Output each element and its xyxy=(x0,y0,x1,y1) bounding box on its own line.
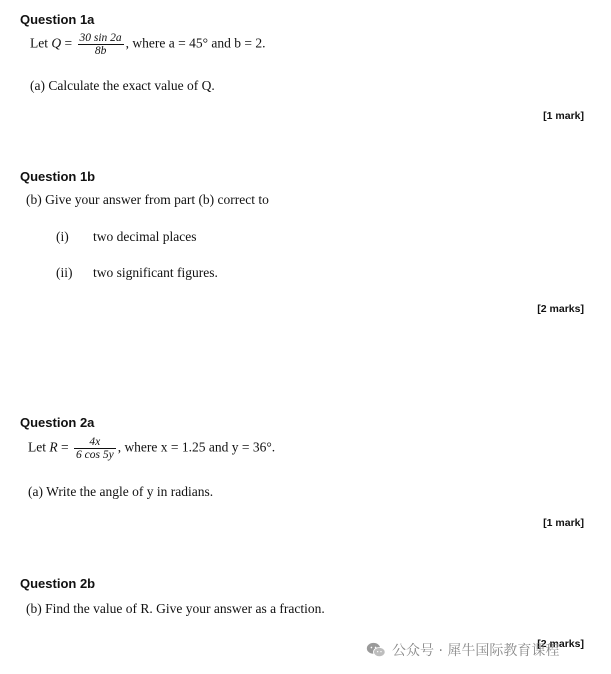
question-2a-part-a: (a) Write the angle of y in radians. xyxy=(28,484,214,499)
question-2b-part-b: (b) Find the value of R. Give your answer as a fraction. xyxy=(26,601,325,616)
fraction-numerator: 4x xyxy=(74,436,116,449)
let-label: Let xyxy=(28,439,50,455)
fraction-denominator: 6 cos 5y xyxy=(76,449,114,462)
sub-part-ii-label: (ii) xyxy=(56,265,73,280)
question-2b-title: Question 2b xyxy=(20,576,96,591)
question-1b-marks: [2 marks] xyxy=(537,303,584,315)
question-2a-marks: [1 mark] xyxy=(543,517,584,529)
wechat-icon xyxy=(366,641,386,659)
question-1b-title: Question 1b xyxy=(20,169,96,184)
equals-sign: = xyxy=(61,35,76,51)
fraction-q xyxy=(78,32,124,57)
question-1a-marks: [1 mark] xyxy=(543,110,584,122)
fraction-denominator: 8b xyxy=(94,45,107,58)
question-2a-equation xyxy=(28,436,275,461)
where-clause: , where x = 1.25 and y = 36°. xyxy=(117,439,276,455)
watermark xyxy=(366,640,559,660)
question-1a-title: Question 1a xyxy=(20,12,95,27)
question-2b-marks: [2 marks] xyxy=(537,638,584,650)
sub-part-i-text: two decimal places xyxy=(93,229,197,244)
where-clause: , where a = 45° and b = 2. xyxy=(125,35,266,51)
fraction-numerator: 30 sin 2a xyxy=(79,32,122,44)
fraction-r xyxy=(74,436,116,461)
watermark-text: 公众号 · 犀牛国际教育课程 xyxy=(392,643,560,659)
sub-part-i-label: (i) xyxy=(56,229,69,244)
question-1a-part-a: (a) Calculate the exact value of Q. xyxy=(30,78,215,93)
question-2a-title: Question 2a xyxy=(20,415,95,430)
question-1b-part-b: (b) Give your answer from part (b) correct to xyxy=(26,192,269,207)
equals-sign: = xyxy=(57,439,72,455)
sub-part-ii-text: two significant figures. xyxy=(93,265,218,280)
question-1a-equation xyxy=(30,32,266,57)
variable-q: Q xyxy=(51,35,62,51)
let-label: Let xyxy=(30,35,52,51)
variable-r: R xyxy=(49,439,58,455)
